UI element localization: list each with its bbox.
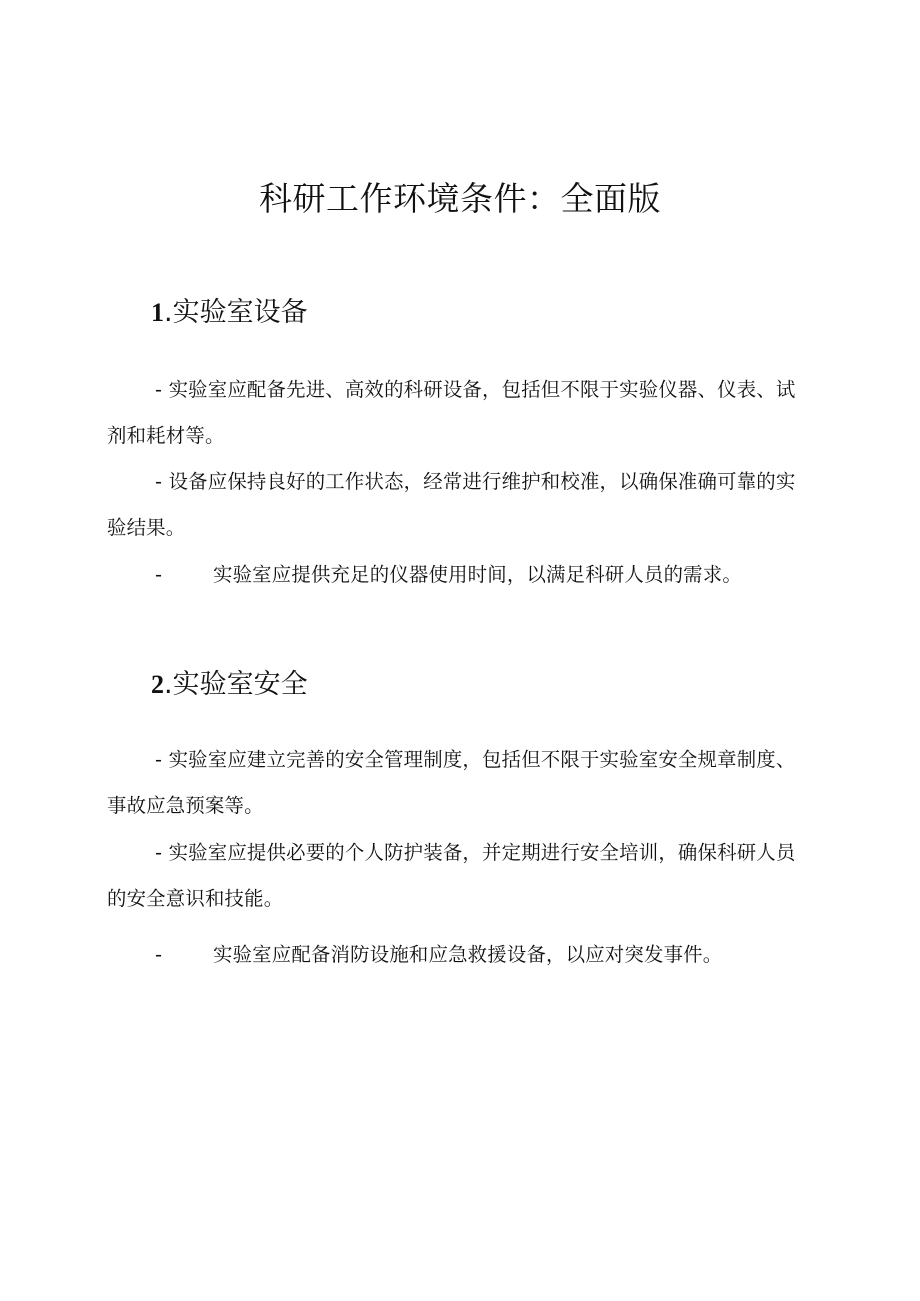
paragraph-text: 设备应保持良好的工作状态，经常进行维护和校准，以确保准确可靠的实验结果。 [107, 470, 796, 539]
bullet-dash: - [155, 563, 163, 586]
paragraph-text: 实验室应建立完善的安全管理制度，包括但不限于实验室安全规章制度、事故应急预案等。 [107, 748, 796, 817]
bullet-dash: - [155, 378, 163, 401]
paragraph-item [107, 737, 807, 829]
section-heading-1 [151, 293, 308, 333]
section-number: 2 [151, 670, 164, 699]
bullet-dash: - [155, 748, 163, 771]
bullet-dash: - [155, 470, 163, 493]
document-title: 科研工作环境条件：全面版 [259, 179, 661, 218]
paragraph-text: 实验室应提供充足的仪器使用时间，以满足科研人员的需求。 [213, 563, 742, 586]
bullet-dash: - [155, 943, 163, 966]
paragraph-text: 实验室应配备消防设施和应急救援设备，以应对突发事件。 [213, 943, 723, 966]
paragraph-item [107, 932, 807, 978]
paragraph-item [107, 367, 807, 459]
section-heading-text: .实验室设备 [164, 297, 308, 328]
section-number: 1 [151, 298, 164, 327]
paragraph-text: 实验室应配备先进、高效的科研设备，包括但不限于实验仪器、仪表、试剂和耗材等。 [107, 378, 796, 447]
section-heading-2 [151, 665, 308, 705]
paragraph-item [107, 830, 807, 922]
paragraph-item [107, 459, 807, 551]
section-heading-text: .实验室安全 [164, 669, 308, 700]
bullet-dash: - [155, 841, 163, 864]
paragraph-text: 实验室应提供必要的个人防护装备，并定期进行安全培训，确保科研人员的安全意识和技能。 [107, 841, 796, 910]
paragraph-item [107, 552, 807, 598]
